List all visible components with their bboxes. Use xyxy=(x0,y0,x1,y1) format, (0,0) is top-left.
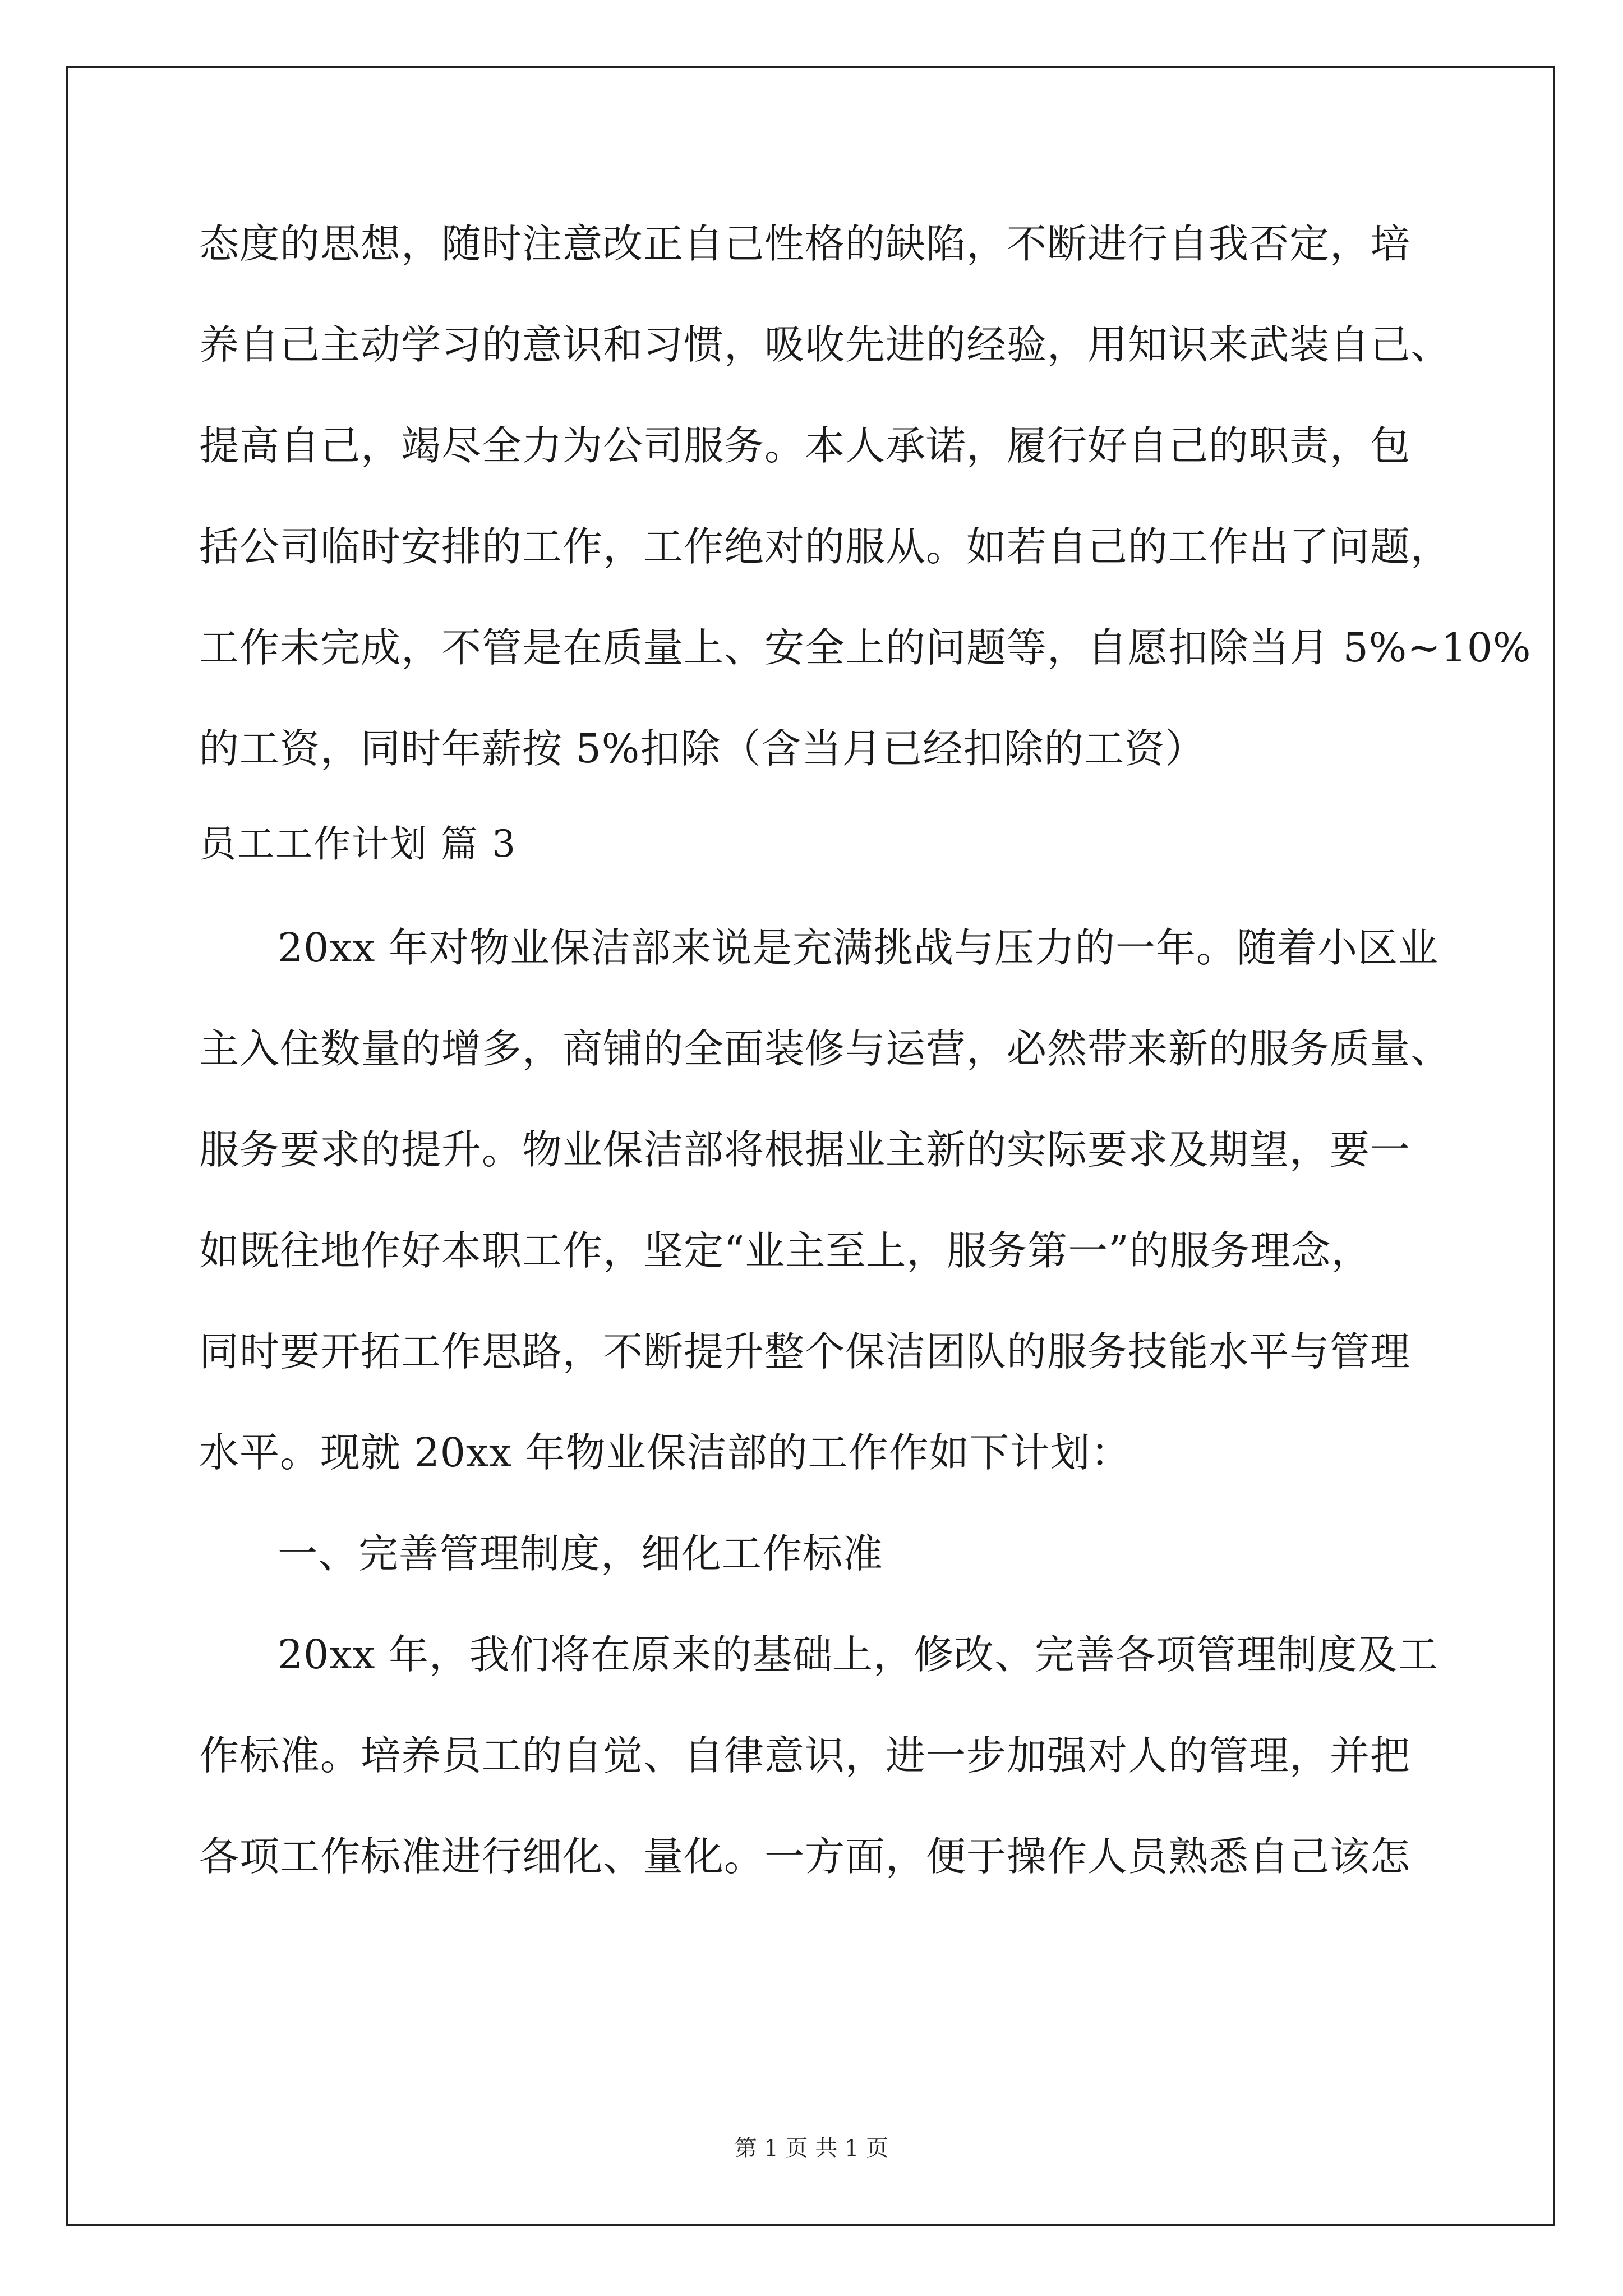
section-heading: 员工工作计划 篇 3 xyxy=(199,822,517,866)
paragraph-first-line: 20xx 年，我们将在原来的基础上，修改、完善各项管理制度及工 xyxy=(278,1631,1438,1678)
text-line: 各项工作标准进行细化、量化。一方面，便于操作人员熟悉自己该怎 xyxy=(199,1833,1411,1880)
text-line: 主入住数量的增多，商铺的全面装修与运营，必然带来新的服务质量、 xyxy=(199,1025,1451,1072)
paragraph-first-line: 20xx 年对物业保洁部来说是充满挑战与压力的一年。随着小区业 xyxy=(278,924,1438,971)
text-line: 作标准。培养员工的自觉、自律意识，进一步加强对人的管理，并把 xyxy=(199,1732,1411,1779)
text-line: 态度的思想，随时注意改正自己性格的缺陷，不断进行自我否定，培 xyxy=(199,220,1411,267)
text-line: 如既往地作好本职工作，坚定“业主至上，服务第一”的服务理念， xyxy=(199,1227,1372,1274)
text-line: 括公司临时安排的工作，工作绝对的服从。如若自己的工作出了问题， xyxy=(199,523,1451,570)
text-line: 服务要求的提升。物业保洁部将根据业主新的实际要求及期望，要一 xyxy=(199,1126,1411,1173)
text-line: 工作未完成，不管是在质量上、安全上的问题等，自愿扣除当月 5%~10% xyxy=(199,624,1532,671)
subsection-heading: 一、完善管理制度，细化工作标准 xyxy=(278,1530,884,1577)
text-line: 养自己主动学习的意识和习惯，吸收先进的经验，用知识来武装自己、 xyxy=(199,321,1451,368)
page-footer: 第 1 页 共 1 页 xyxy=(734,2136,889,2161)
text-line: 水平。现就 20xx 年物业保洁部的工作作如下计划： xyxy=(199,1429,1131,1476)
text-line: 提高自己，竭尽全力为公司服务。本人承诺，履行好自己的职责，包 xyxy=(199,422,1411,469)
text-line: 的工资，同时年薪按 5%扣除（含当月已经扣除的工资） xyxy=(199,725,1206,772)
text-line: 同时要开拓工作思路，不断提升整个保洁团队的服务技能水平与管理 xyxy=(199,1328,1411,1375)
